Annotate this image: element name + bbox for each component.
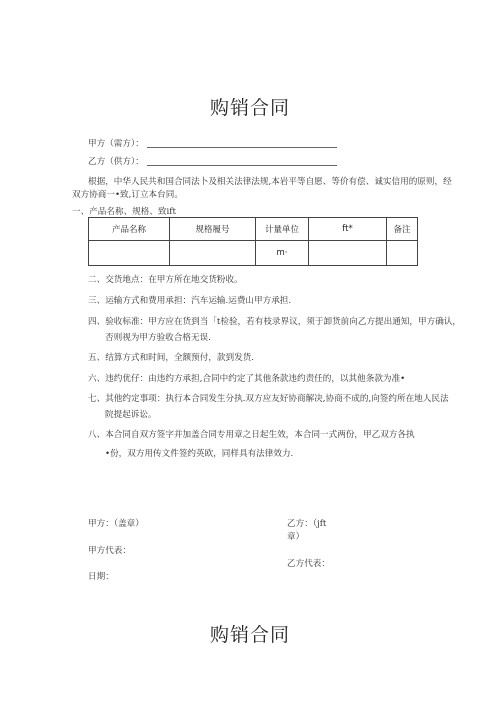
col-product-name: 产品名称 xyxy=(89,218,170,241)
clause-4-cont: 否则视为甲方验收合格无误. xyxy=(105,333,211,343)
party-a-representative-label: 甲方代表： xyxy=(88,546,131,556)
col-unit: 计量单位 xyxy=(256,218,309,241)
clause-3: 三、运输方式和费用承担：汽车运输.运费山甲方承担. xyxy=(88,296,292,306)
clause-8-cont: •份，双方用传文件签约英欧，同样具有法律效力. xyxy=(105,449,294,459)
contract-title: 购销合同 xyxy=(209,97,290,119)
table-row xyxy=(89,241,418,266)
table-cell xyxy=(89,241,170,266)
product-table xyxy=(88,217,418,266)
col-quantity: ft* xyxy=(309,218,387,241)
party-a-label: 甲方（需方）： xyxy=(88,139,144,149)
party-a-underline xyxy=(147,147,337,148)
table-cell xyxy=(387,241,418,266)
clause-2: 二、交货地点：在甲方所在地交货粉收。 xyxy=(88,275,243,285)
intro-line-2: 双方协商一•致,订立本台同。 xyxy=(72,190,183,200)
next-page-title: 购销合同 xyxy=(209,624,290,646)
party-a-seal-label: 甲方：（盖章） xyxy=(88,519,144,529)
intro-line-1: 根据，中华人民共和国合同法卜及相关法律法规,本岩平等自愿、等价有偿、诚实信用的原则，经 xyxy=(88,177,452,187)
clause-7: 七、其他约定事项：执行本合同发生分执.双方应友好协商解决,协商不成的,向签约所在地人民法 xyxy=(88,394,449,404)
party-b-seal-label: 乙方：（jft xyxy=(287,519,327,529)
table-cell: m· xyxy=(256,241,309,266)
table-header-row xyxy=(89,218,418,241)
clause-8: 八、本合同自双方签字并加盖合同专用章之日起生效，本合同一式两份，甲乙双方各执 xyxy=(88,430,415,440)
party-b-representative-label: 乙方代表： xyxy=(287,559,330,569)
col-spec-model: 规格履号 xyxy=(170,218,256,241)
table-cell xyxy=(309,241,387,266)
date-label: 日期： xyxy=(88,572,114,582)
col-remarks: 备注 xyxy=(387,218,418,241)
clause-5: 五、结算方式和时间，全额预付，款到发货. xyxy=(88,353,255,363)
party-b-seal-label-cont: 章） xyxy=(287,532,305,542)
clause-6: 六、违约优仔：由违约方承担,合同中约定了其他条款违约责任的，以其他条款为准• xyxy=(88,374,406,384)
table-cell xyxy=(170,241,256,266)
party-b-underline xyxy=(147,165,337,166)
clause-4: 四、验收标准：甲方应在货到当「t检验，若有枝录界议，须于卸货前向乙方提出通知，甲方确认， xyxy=(88,317,461,327)
clause-7-cont: 院提起诉讼。 xyxy=(105,410,157,420)
party-b-label: 乙方（供方）： xyxy=(88,157,144,167)
section-product-heading: 一、产品名称、规格、致ift xyxy=(72,207,176,217)
